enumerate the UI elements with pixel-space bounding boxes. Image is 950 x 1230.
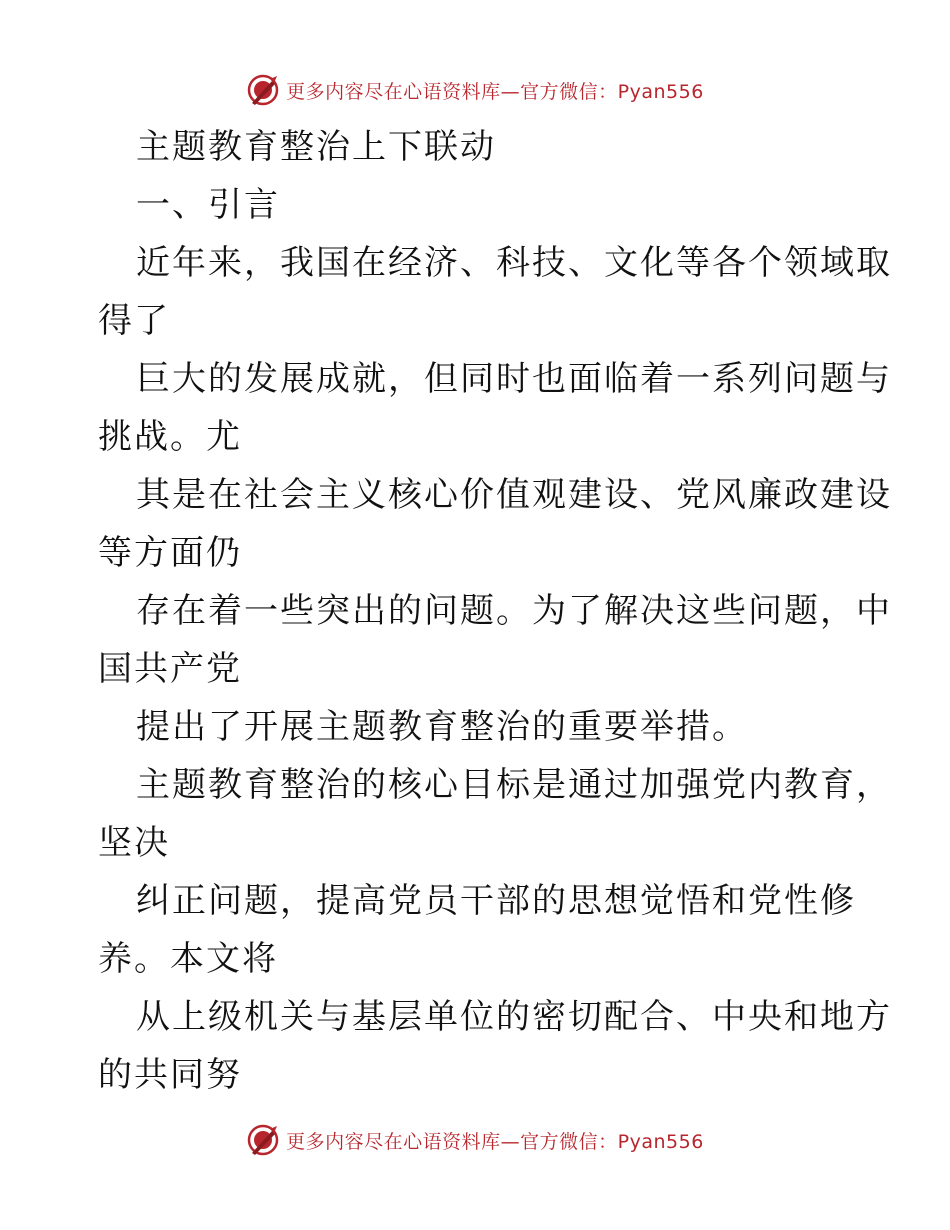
text-line: 主题教育整治上下联动 — [136, 127, 496, 167]
quill-pen-seal-icon — [246, 73, 280, 107]
quill-pen-seal-icon — [246, 1123, 280, 1157]
text-line: 坚决 — [98, 823, 170, 863]
text-line: 等方面仍 — [98, 533, 242, 573]
text-line: 的共同努 — [98, 1055, 242, 1095]
text-line: 存在着一些突出的问题。为了解决这些问题，中 — [136, 591, 892, 631]
footer-banner — [0, 1120, 950, 1160]
text-line: 纠正问题，提高党员干部的思想觉悟和党性修 — [136, 881, 856, 921]
text-line: 养。本文将 — [98, 939, 278, 979]
text-line: 从上级机关与基层单位的密切配合、中央和地方 — [136, 997, 892, 1037]
header-banner — [0, 70, 950, 110]
text-line: 一、引言 — [136, 185, 280, 225]
text-line: 国共产党 — [98, 649, 242, 689]
text-line: 得了 — [98, 301, 170, 341]
header-banner-text: 更多内容尽在心语资料库—官方微信：Pyan556 — [286, 80, 704, 103]
text-line: 其是在社会主义核心价值观建设、党风廉政建设 — [136, 475, 892, 515]
text-line: 提出了开展主题教育整治的重要举措。 — [136, 707, 748, 747]
text-line: 巨大的发展成就，但同时也面临着一系列问题与 — [136, 359, 892, 399]
text-line: 挑战。尤 — [98, 417, 242, 457]
text-line: 近年来，我国在经济、科技、文化等各个领域取 — [136, 243, 892, 283]
document-body — [98, 118, 892, 1104]
text-line: 主题教育整治的核心目标是通过加强党内教育， — [136, 765, 892, 805]
footer-banner-text: 更多内容尽在心语资料库—官方微信：Pyan556 — [286, 1130, 704, 1153]
